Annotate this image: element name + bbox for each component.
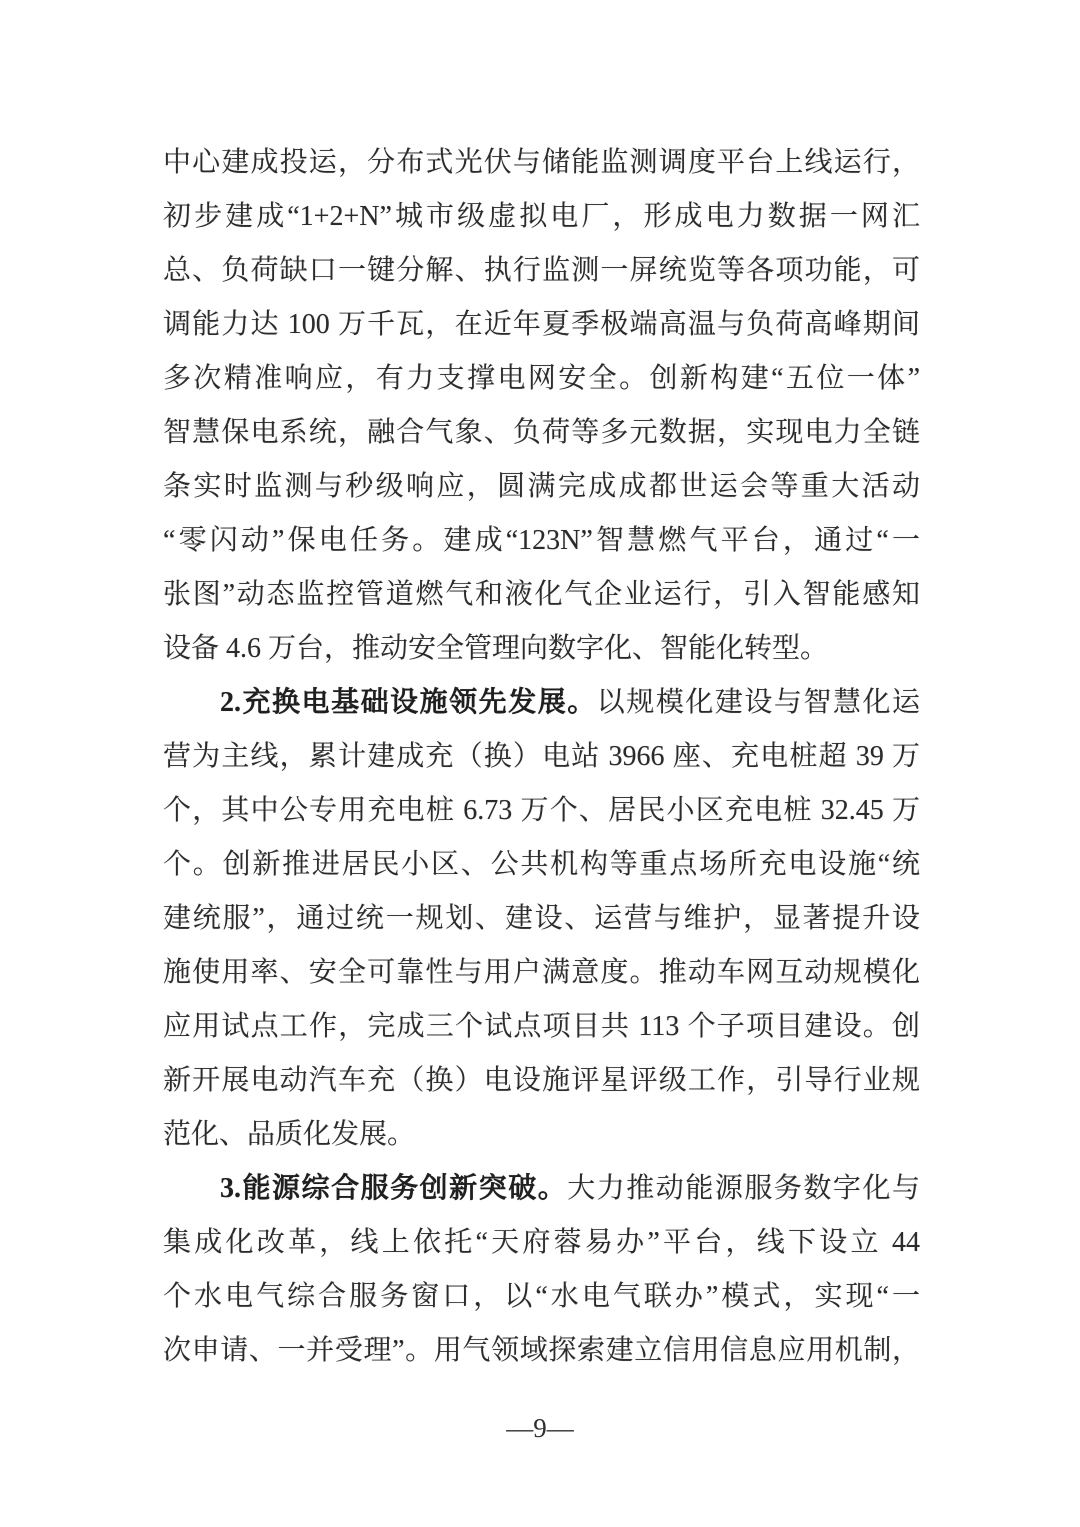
text-line: 智慧保电系统，融合气象、负荷等多元数据，实现电力全链 — [163, 417, 920, 448]
text-line: 中心建成投运，分布式光伏与储能监测调度平台上线运行， — [163, 147, 920, 178]
text-line: 建统服”，通过统一规划、建设、运营与维护，显著提升设 — [163, 903, 920, 934]
text-line: 张图”动态监控管道燃气和液化气企业运行，引入智能感知 — [163, 579, 920, 610]
text-line: 个，其中公专用充电桩 6.73 万个、居民小区充电桩 32.45 万 — [163, 795, 920, 826]
text-line: 以规模化建设与智慧化运 — [596, 687, 920, 718]
text-line: 营为主线，累计建成充（换）电站 3966 座、充电桩超 39 万 — [163, 741, 920, 772]
text-line: “零闪动”保电任务。建成“123N”智慧燃气平台，通过“一 — [163, 525, 920, 556]
paragraph-2-heading: 2.充换电基础设施领先发展。 — [220, 687, 597, 718]
text-line: 条实时监测与秒级响应，圆满完成成都世运会等重大活动 — [163, 471, 920, 502]
paragraph-3-heading: 3.能源综合服务创新突破。 — [220, 1173, 568, 1204]
text-line: 施使用率、安全可靠性与用户满意度。推动车网互动规模化 — [163, 957, 920, 988]
text-line: 总、负荷缺口一键分解、执行监测一屏统览等各项功能，可 — [163, 255, 920, 286]
body-text — [163, 136, 920, 1378]
text-line: 新开展电动汽车充（换）电设施评星评级工作，引导行业规 — [163, 1065, 920, 1096]
text-line: 初步建成“1+2+N”城市级虚拟电厂，形成电力数据一网汇 — [163, 201, 920, 232]
text-line: 个水电气综合服务窗口，以“水电气联办”模式，实现“一 — [163, 1281, 920, 1312]
paragraph-1-last-line: 设备 4.6 万台，推动安全管理向数字化、智能化转型。 — [163, 633, 829, 664]
text-line: 集成化改革，线上依托“天府蓉易办”平台，线下设立 44 — [163, 1227, 920, 1258]
paragraph-2-last-line: 范化、品质化发展。 — [163, 1119, 416, 1150]
page-number: —9— — [506, 1413, 574, 1443]
text-line: 个。创新推进居民小区、公共机构等重点场所充电设施“统 — [163, 849, 920, 880]
text-line: 调能力达 100 万千瓦，在近年夏季极端高温与负荷高峰期间 — [163, 309, 920, 340]
paragraph-2-heading-line — [163, 676, 920, 730]
text-line: 应用试点工作，完成三个试点项目共 113 个子项目建设。创 — [163, 1011, 920, 1042]
text-line: 大力推动能源服务数字化与 — [567, 1173, 920, 1204]
paragraph-3-heading-line — [163, 1162, 920, 1216]
text-line: 多次精准响应，有力支撑电网安全。创新构建“五位一体” — [163, 363, 920, 394]
text-line: 次申请、一并受理”。用气领域探索建立信用信息应用机制， — [163, 1335, 920, 1366]
